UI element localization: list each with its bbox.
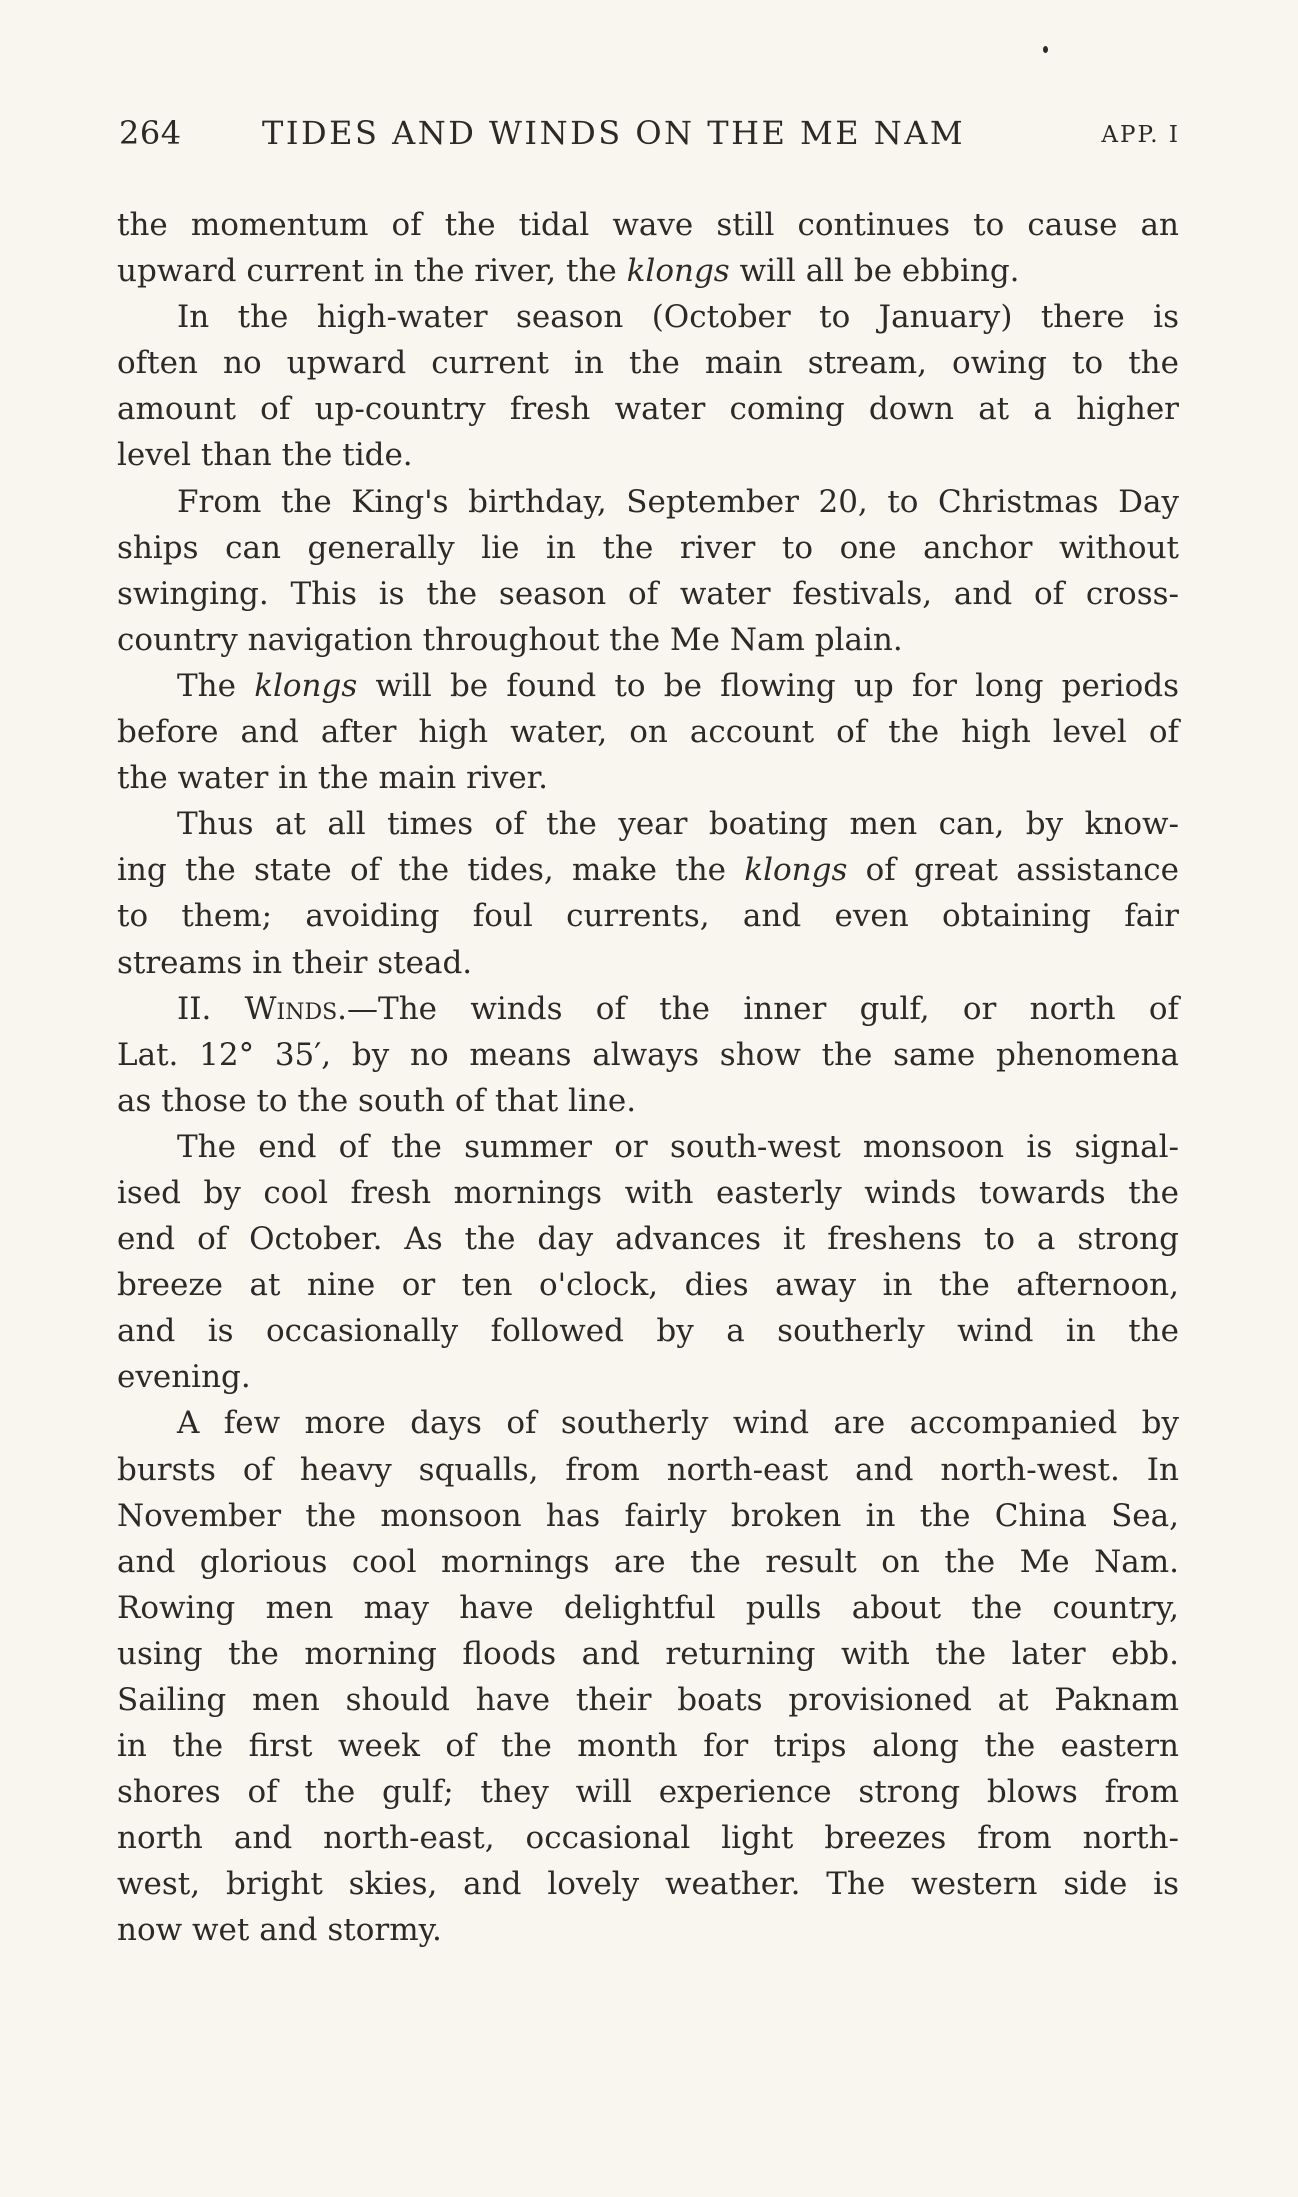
text-line: often no upward current in the main stream, owing to the bbox=[117, 345, 1179, 382]
page-number: 264 bbox=[119, 114, 182, 152]
text-line: now wet and stormy. bbox=[117, 1912, 442, 1949]
body-text bbox=[117, 202, 1179, 1954]
text-line: From the King's birthday, September 20, to Christmas Day bbox=[177, 483, 1179, 520]
text-line: A few more days of southerly wind are accompanied by bbox=[177, 1405, 1179, 1442]
text-line: to them; avoiding foul currents, and even obtaining fair bbox=[117, 898, 1179, 935]
text-line: end of October. As the day advances it freshens to a strong bbox=[117, 1221, 1179, 1258]
text-line: the water in the main river. bbox=[117, 760, 548, 797]
text-line: ships can generally lie in the river to one anchor without bbox=[117, 529, 1179, 566]
text-line: the momentum of the tidal wave still continues to cause an bbox=[117, 207, 1179, 243]
text-line: November the monsoon has fairly broken in the China Sea, bbox=[117, 1497, 1179, 1534]
text-line: as those to the south of that line. bbox=[117, 1082, 637, 1119]
running-title: TIDES AND WINDS ON THE ME NAM bbox=[262, 114, 966, 152]
text-line: and glorious cool mornings are the result on the Me Nam. bbox=[117, 1543, 1179, 1580]
text-line: breeze at nine or ten o'clock, dies away in the afternoon, bbox=[117, 1267, 1179, 1304]
text-line: ised by cool fresh mornings with easterly winds towards the bbox=[117, 1174, 1179, 1211]
text-line: north and north-east, occasional light breezes from north- bbox=[117, 1820, 1179, 1857]
text-line: Sailing men should have their boats provisioned at Paknam bbox=[117, 1682, 1179, 1718]
text-line: Lat. 12° 35′, by no means always show the same phenomena bbox=[117, 1036, 1179, 1073]
text-line: streams in their stead. bbox=[117, 944, 473, 981]
text-line: The end of the summer or south-west monsoon is signal- bbox=[177, 1128, 1179, 1165]
text-line: before and after high water, on account of the high level of bbox=[117, 714, 1179, 751]
text-line: Thus at all times of the year boating men can, by know- bbox=[177, 806, 1179, 843]
text-line: west, bright skies, and lovely weather. The western side is bbox=[117, 1866, 1179, 1903]
text-line: ing the state of the tides, make the klongs of great assistance bbox=[117, 852, 1179, 889]
appendix-reference: APP. I bbox=[1101, 122, 1180, 148]
text-line: shores of the gulf; they will experience strong blows from bbox=[117, 1774, 1179, 1811]
text-line: upward current in the river, the klongs will all be ebbing. bbox=[117, 253, 1020, 290]
text-line: Rowing men may have delightful pulls about the country, bbox=[117, 1589, 1179, 1626]
text-line: In the high-water season (October to January) there is bbox=[177, 299, 1179, 336]
text-line: and is occasionally followed by a southerly wind in the bbox=[117, 1313, 1179, 1350]
ink-speck bbox=[1043, 46, 1048, 53]
text-line: bursts of heavy squalls, from north-east and north-west. In bbox=[117, 1451, 1179, 1488]
text-line: amount of up-country fresh water coming down at a higher bbox=[117, 391, 1179, 428]
text-line: in the first week of the month for trips along the eastern bbox=[117, 1728, 1179, 1765]
text-line: swinging. This is the season of water festivals, and of cross- bbox=[117, 575, 1179, 612]
section-heading-winds: Winds bbox=[244, 990, 338, 1027]
running-header bbox=[119, 113, 1180, 153]
text-line: II. Winds.—The winds of the inner gulf, or north of bbox=[177, 990, 1179, 1027]
text-line: country navigation throughout the Me Nam plain. bbox=[117, 621, 903, 658]
text-line: using the morning floods and returning with the later ebb. bbox=[117, 1635, 1179, 1672]
text-line: The klongs will be found to be flowing up for long periods bbox=[177, 667, 1179, 704]
text-line: level than the tide. bbox=[117, 437, 413, 474]
text-line: evening. bbox=[117, 1359, 251, 1396]
